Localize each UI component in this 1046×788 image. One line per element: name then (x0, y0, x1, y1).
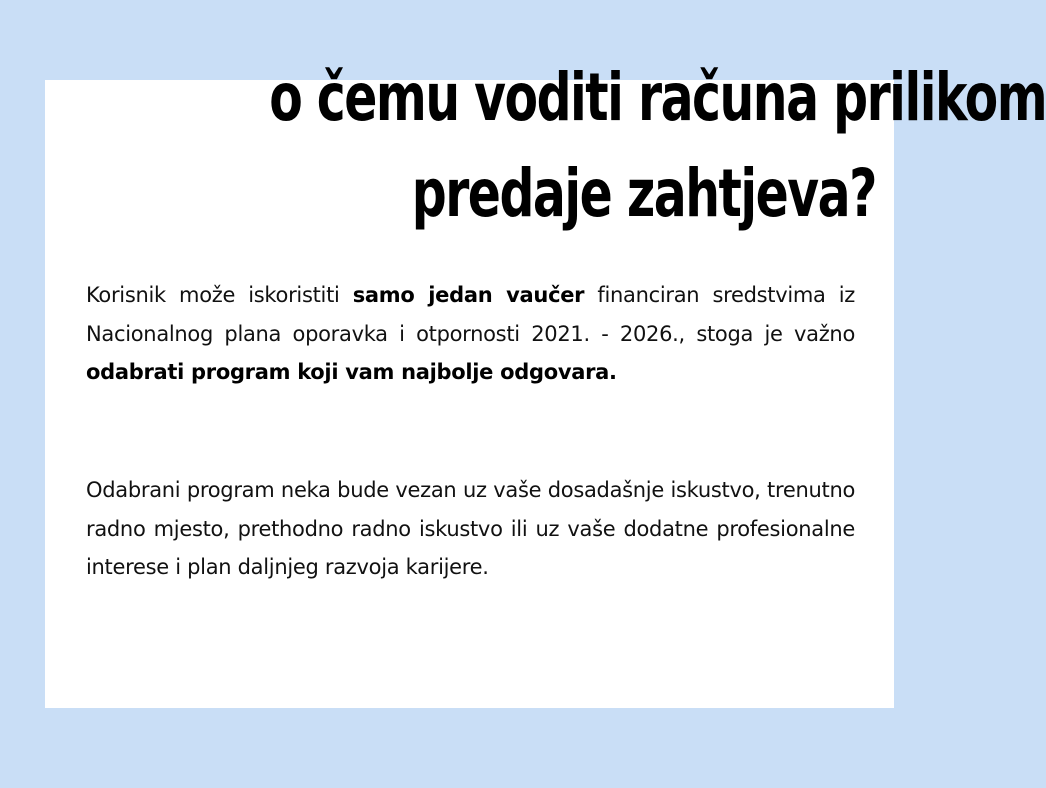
paragraph1-text-1: Korisnik može iskoristiti (86, 283, 353, 307)
title-line-2: predaje zahtjeva? (411, 155, 876, 232)
paragraph-voucher-info (86, 276, 855, 392)
title-line-1: o čemu voditi računa prilikom (269, 59, 1046, 136)
paragraph-program-choice: Odabrani program neka bude vezan uz vaše dosadašnje iskustvo, trenutno radno mjesto, prethodno radno iskustvo ili uz vaše dodatne profesionalne interese i plan daljnjeg razvoja karijere. (86, 478, 855, 579)
paragraph1-bold-1: samo jedan vaučer (352, 283, 585, 307)
paragraph1-text-2: financiran sredstvima iz Nacionalnog plana oporavka i otpornosti 2021. - 2026., stoga je važno (86, 283, 856, 346)
page-title (269, 50, 1046, 242)
paragraph1-bold-2: odabrati program koji vam najbolje odgovara. (86, 360, 617, 384)
